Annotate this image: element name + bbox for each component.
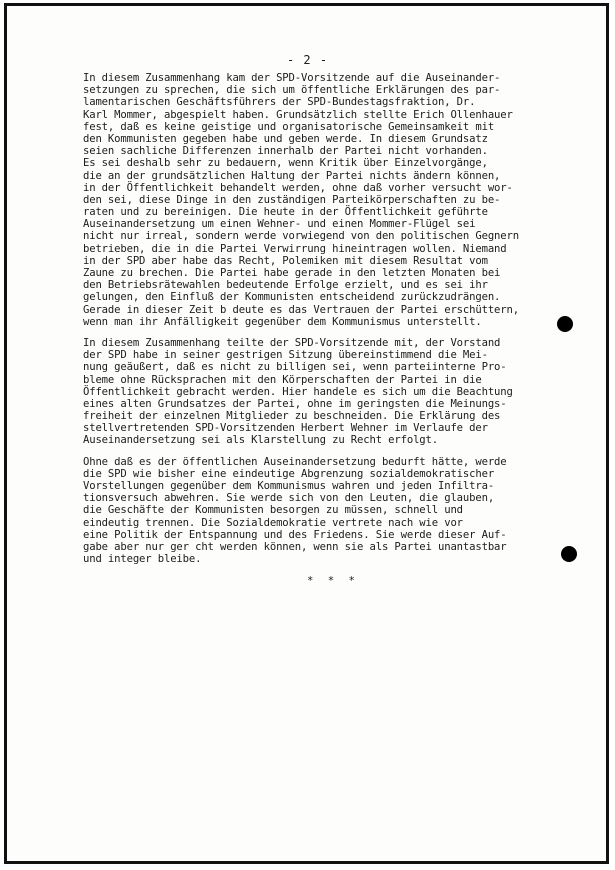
text-line: den Betriebsrätewahlen bedeutende Erfolge erzielt, und es sei ihr: [83, 279, 488, 292]
punch-hole: [561, 546, 577, 562]
text-line: Es sei deshalb sehr zu bedauern, wenn Kritik über Einzelvorgänge,: [83, 157, 488, 170]
paragraph-gap: [83, 447, 603, 456]
paragraph-2: [83, 337, 603, 447]
text-line: Vorstellungen gegenüber dem Kommunismus wahren und jeden Infiltra-: [83, 480, 495, 492]
text-line: die an der grundsätzlichen Haltung der Partei nichts ändern können,: [83, 169, 501, 182]
text-line: nicht nur irreal, sondern werde vorwiegend von den politischen Gegnern: [83, 230, 519, 243]
text-line: seien sachliche Differenzen innerhalb der Partei nicht vorhanden.: [83, 145, 488, 158]
text-line: der SPD habe in seiner gestrigen Sitzung übereinstimmend die Mei-: [83, 349, 488, 362]
text-line: In diesem Zusammenhang teilte der SPD-Vorsitzende mit, der Vorstand: [83, 336, 501, 349]
text-line: setzungen zu sprechen, die sich um öffentliche Erklärungen des par-: [83, 84, 501, 97]
text-line: raten und zu bereinigen. Die heute in der Öffentlichkeit geführte: [83, 206, 488, 219]
text-line: Auseinandersetzung um einen Wehner- und einen Mommer-Flügel sei: [83, 218, 476, 231]
text-line: eines alten Grundsatzes der Partei, ohne im geringsten die Meinungs-: [83, 397, 507, 410]
text-line: lamentarischen Geschäftsführers der SPD-Bundestagsfraktion, Dr.: [83, 96, 476, 109]
paragraph-gap: [83, 328, 603, 337]
text-line: bleme ohne Rücksprachen mit den Körperschaften der Partei in die: [83, 373, 482, 386]
paragraph-1: [83, 72, 603, 328]
text-line: Auseinandersetzung sei als Klarstellung zu Recht erfolgt.: [83, 434, 438, 447]
text-line: stellvertretenden SPD-Vorsitzenden Herbert Wehner im Verlaufe der: [83, 422, 488, 435]
paragraph-3: [83, 456, 603, 566]
text-line: betrieben, die in die Partei Verwirrung hineintragen wollen. Niemand: [83, 242, 507, 255]
text-line: eine Politik der Entspannung und des Friedens. Sie werde dieser Auf-: [83, 528, 507, 541]
text-line: Zaune zu brechen. Die Partei habe gerade in den letzten Monaten bei: [83, 267, 501, 279]
text-line: In diesem Zusammenhang kam der SPD-Vorsitzende auf die Auseinander-: [83, 72, 501, 84]
text-line: und integer bleibe.: [83, 553, 202, 566]
text-line: Gerade in dieser Zeit b deute es das Vertrauen der Partei erschüttern,: [83, 303, 519, 316]
document-body: [83, 72, 603, 587]
text-line: fest, daß es keine geistige und organisatorische Gemeinsamkeit mit: [83, 120, 495, 133]
text-line: in der Öffentlichkeit behandelt werden, ohne daß vorher versucht wor-: [83, 181, 513, 194]
section-separator: * * *: [307, 575, 359, 588]
text-line: gelungen, den Einfluß der Kommunisten entscheidend zurückzudrängen.: [83, 291, 501, 304]
text-line: Öffentlichkeit gebracht werden. Hier handele es sich um die Beachtung: [83, 385, 513, 398]
text-line: die Geschäfte der Kommunisten besorgen zu müssen, schnell und: [83, 504, 463, 517]
page-number: - 2 -: [286, 53, 329, 67]
text-line: tionsversuch abwehren. Sie werde sich von den Leuten, die glauben,: [83, 492, 495, 505]
text-line: nung geäußert, daß es nicht zu billigen sei, wenn parteiinterne Pro-: [83, 361, 507, 374]
text-line: den sei, diese Dinge in den zuständigen Parteikörperschaften zu be-: [83, 193, 501, 206]
text-line: die SPD wie bisher eine eindeutige Abgrenzung sozialdemokratischer: [83, 467, 495, 480]
text-line: freiheit der einzelnen Mitglieder zu beschneiden. Die Erklärung des: [83, 410, 501, 423]
text-line: gabe aber nur ger cht werden können, wenn sie als Partei unantastbar: [83, 540, 507, 553]
text-line: den Kommunisten gegeben habe und geben werde. In diesem Grundsatz: [83, 132, 488, 145]
text-line: Ohne daß es der öffentlichen Auseinandersetzung bedurft hätte, werde: [83, 455, 507, 468]
text-line: eindeutig trennen. Die Sozialdemokratie vertrete nach wie vor: [83, 516, 463, 529]
text-line: Karl Mommer, abgespielt haben. Grundsätzlich stellte Erich Ollenhauer: [83, 108, 513, 121]
text-line: wenn man ihr Anfälligkeit gegenüber dem Kommunismus unterstellt.: [83, 315, 482, 328]
text-line: in der SPD aber habe das Recht, Polemiken mit diesem Resultat vom: [83, 254, 488, 267]
punch-hole: [557, 316, 573, 332]
